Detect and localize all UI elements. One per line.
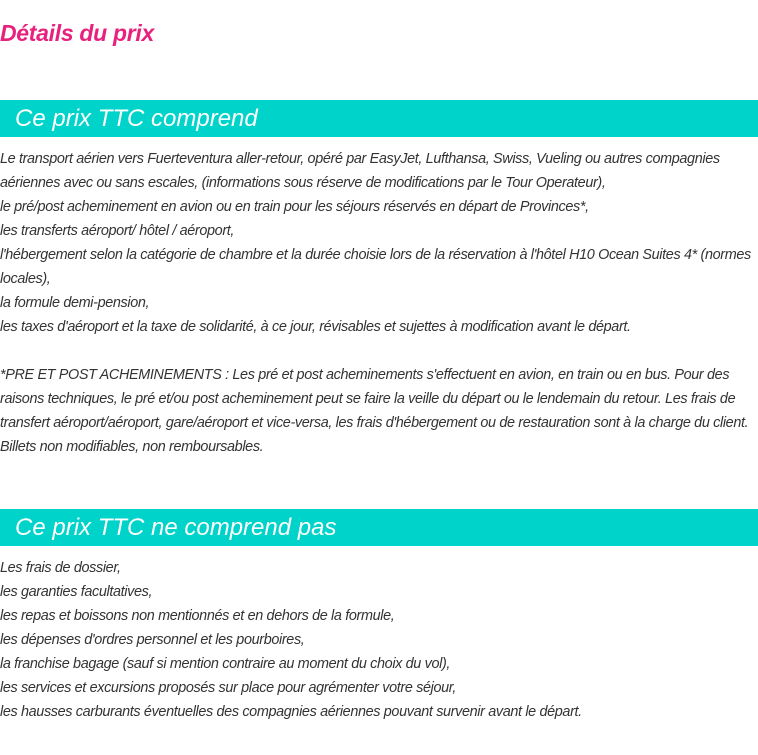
included-items-list: [0, 147, 752, 339]
excluded-items-list: [0, 556, 752, 724]
excluded-item-personal-expenses: les dépenses d'ordres personnel et les pourboires,: [0, 632, 305, 648]
page-title: Détails du prix: [0, 20, 154, 46]
pre-post-note: [0, 363, 752, 459]
excluded-item-fees: Les frais de dossier,: [0, 560, 121, 576]
included-item-taxes: les taxes d'aéroport et la taxe de solidarité, à ce jour, révisables et sujettes à modification avant le départ.: [0, 319, 631, 335]
included-item-half-board: la formule demi-pension,: [0, 295, 150, 311]
pre-post-note-text: *PRE ET POST ACHEMINEMENTS : Les pré et post acheminements s'effectuent en avion, en train ou en bus. Pour des raisons techniques, le pré et/ou post acheminement peut se faire la veille du départ ou le lendemain du retour. Les frais de transfert aéroport/aéroport, gare/aéroport et vice-versa, les frais d'hébergement ou de restauration sont à la charge du client. Billets non modifiables, non remboursables.: [0, 367, 749, 455]
included-item-flight: Le transport aérien vers Fuerteventura aller-retour, opéré par EasyJet, Lufthansa, Swiss, Vueling ou autres compagnies aériennes avec ou sans escales, (informations sous réserve de modifications par le Tour Operateur),: [0, 151, 720, 191]
excluded-item-baggage: la franchise bagage (sauf si mention contraire au moment du choix du vol),: [0, 656, 451, 672]
included-section-title: Ce prix TTC comprend: [15, 105, 258, 132]
included-item-accommodation: l'hébergement selon la catégorie de chambre et la durée choisie lors de la réservation à l'hôtel H10 Ocean Suites 4* (normes locales),: [0, 247, 751, 287]
excluded-item-fuel: les hausses carburants éventuelles des compagnies aériennes pouvant survenir avant le départ.: [0, 704, 582, 720]
included-item-transfers: les transferts aéroport/ hôtel / aéroport,: [0, 223, 235, 239]
excluded-item-meals: les repas et boissons non mentionnés et en dehors de la formule,: [0, 608, 395, 624]
included-item-pre-post: le pré/post acheminement en avion ou en train pour les séjours réservés en départ de Provinces*,: [0, 199, 589, 215]
excluded-section-header: [0, 509, 758, 546]
included-section-header: [0, 100, 758, 137]
excluded-item-insurance: les garanties facultatives,: [0, 584, 153, 600]
excluded-section-title: Ce prix TTC ne comprend pas: [15, 514, 337, 541]
excluded-item-excursions: les services et excursions proposés sur place pour agrémenter votre séjour,: [0, 680, 457, 696]
